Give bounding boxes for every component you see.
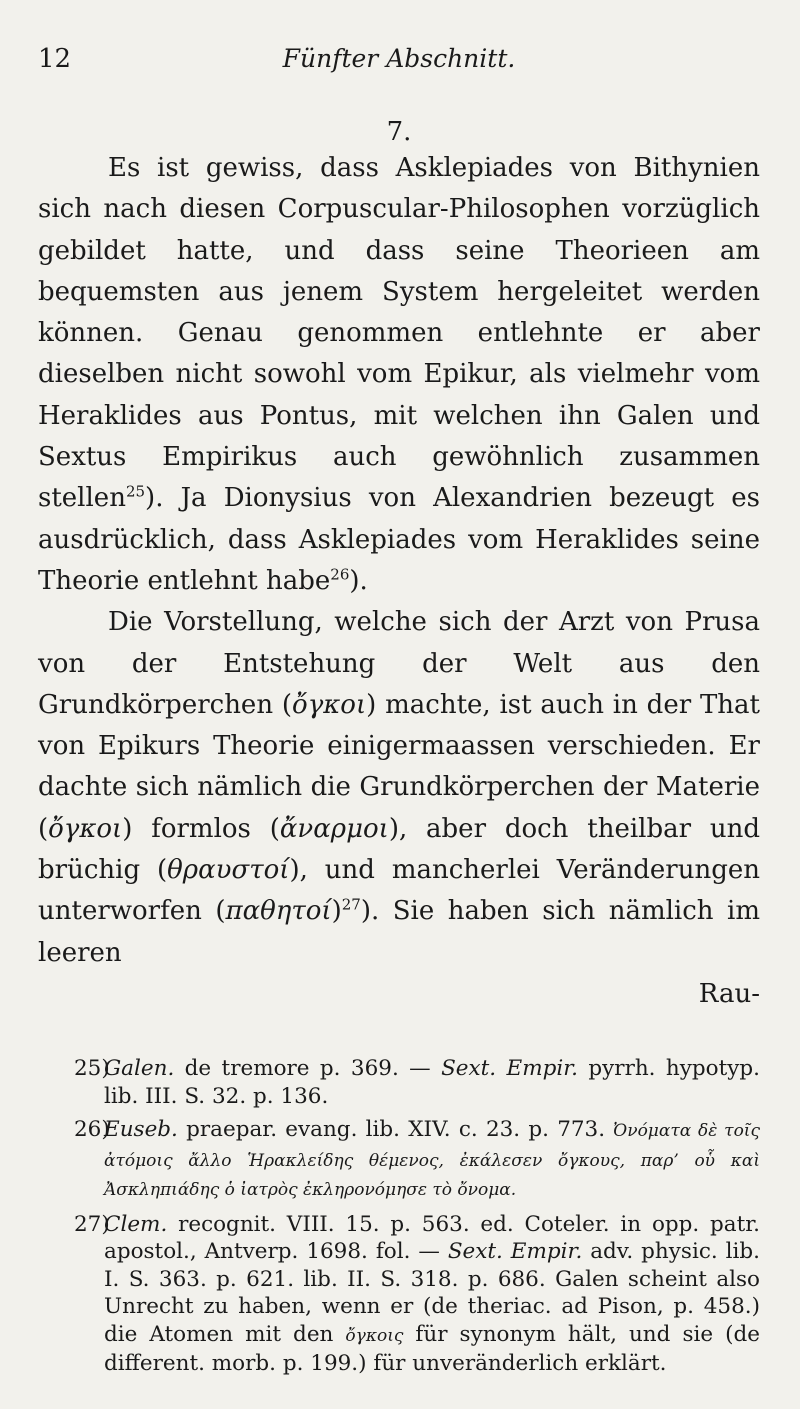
paragraph-2-text-b: ) machte, ist auch in der That von Epikurs Theorie einigermaassen verschieden. Er dachte sich nämlich die Grundkörperchen der Materie ( (38, 689, 760, 844)
greek-term: ἄναρμοι (279, 813, 389, 844)
paragraph-2-text-f: ) (331, 896, 342, 927)
footnote-26 (38, 1116, 760, 1205)
page-header (38, 0, 760, 74)
footnote-ref-27: 27 (341, 895, 361, 914)
footnote-25 (38, 1055, 760, 1110)
footnote-text: pyrrh. hypotyp. lib. III. S. 32. p. 136. (104, 1056, 760, 1109)
paragraph-1-text-b: ). Ja Dionysius von Alexandrien bezeugt es ausdrücklich, dass Asklepiades vom Heraklides seine Theorie entlehnt habe (38, 483, 760, 596)
paragraph-2-text-g: ). Sie haben sich nämlich im leeren (38, 896, 760, 968)
greek-term: θραυστοί (167, 855, 290, 886)
footnote-text: de tremore p. 369. — (174, 1056, 442, 1082)
footnote-author: Sext. Empir. (441, 1056, 578, 1082)
section-number: 7. (386, 117, 412, 147)
footnote-27 (38, 1211, 760, 1378)
footnote-number: 26) (74, 1117, 110, 1143)
paragraph-1 (38, 148, 760, 602)
paragraph-2-text-c: ) formlos ( (122, 813, 280, 844)
running-head: Fünfter Abschnitt. (282, 44, 516, 73)
footnote-text: adv. physic. lib. I. S. 363. p. 621. lib. II. S. 318. p. 686. Galen scheint also Unrecht zu haben, wenn er (de theriac. ad Pison, p. 458.) die Atomen mit den (104, 1239, 761, 1347)
greek-term: παθητοί (225, 896, 332, 927)
footnote-text: praepar. evang. lib. XIV. c. 23. p. 773. (177, 1117, 614, 1143)
greek-term: ὄγκοι (292, 689, 367, 720)
footnote-text: recognit. VIII. 15. p. 563. ed. Coteler. in opp. patr. apostol., Antverp. 1698. fol. — (104, 1211, 760, 1265)
footnote-author: Euseb. (104, 1117, 178, 1143)
footnotes (38, 1055, 760, 1378)
footnote-ref-25: 25 (125, 482, 146, 501)
footnote-author: Galen. (104, 1056, 175, 1082)
footnote-number: 25) (74, 1056, 110, 1082)
paragraph-2-text-d: ), aber doch theilbar und brüchig ( (38, 813, 760, 886)
paragraph-2-text-a: Die Vorstellung, welche sich der Arzt von Prusa von der Entstehung der Welt aus den Grundkörperchen ( (38, 607, 760, 720)
main-text (38, 148, 760, 974)
footnote-author: Sext. Empir. (447, 1239, 583, 1265)
page-number: 12 (38, 44, 72, 74)
footnote-text: für synonym hält, und sie (de different. morb. p. 199.) für unveränderlich erklärt. (104, 1321, 760, 1377)
greek-term: ὄγκοι (48, 813, 123, 844)
footnote-number: 27) (74, 1211, 110, 1237)
paragraph-1-text-c: ). (349, 565, 368, 596)
paragraph-2 (38, 602, 760, 974)
greek-term: ὄγκοις (345, 1325, 404, 1346)
footnote-author: Clem. (104, 1211, 168, 1237)
paragraph-1-text-a: Es ist gewiss, dass Asklepiades von Bithynien sich nach diesen Corpuscular-Philosophen vorzüglich gebildet hatte, und dass seine Theorieen am bequemsten aus jenem System hergeleitet werden können. Genau genommen entlehnte er aber dieselben nicht sowohl vom Epikur, als vielmehr vom Heraklides aus Pontus, mit welchen ihn Galen und Sextus Empirikus auch gewöhnlich zusammen stellen (38, 153, 760, 514)
footnote-ref-26: 26 (330, 565, 350, 584)
catchword: Rau- (698, 978, 760, 1009)
paragraph-2-text-e: ), und mancherlei Veränderungen unterworfen ( (38, 855, 760, 927)
greek-quotation: Ὀνόματα δὲ τοῖς ἀτόμοις ἄλλο Ἡρακλείδης θέμενος, ἐκάλεσεν ὄγκους, παρ’ οὗ καὶ Ἀσκληπιάδης ὁ ἰατρὸς ἐκληρονόμησε τὸ ὄνομα. (104, 1121, 760, 1201)
